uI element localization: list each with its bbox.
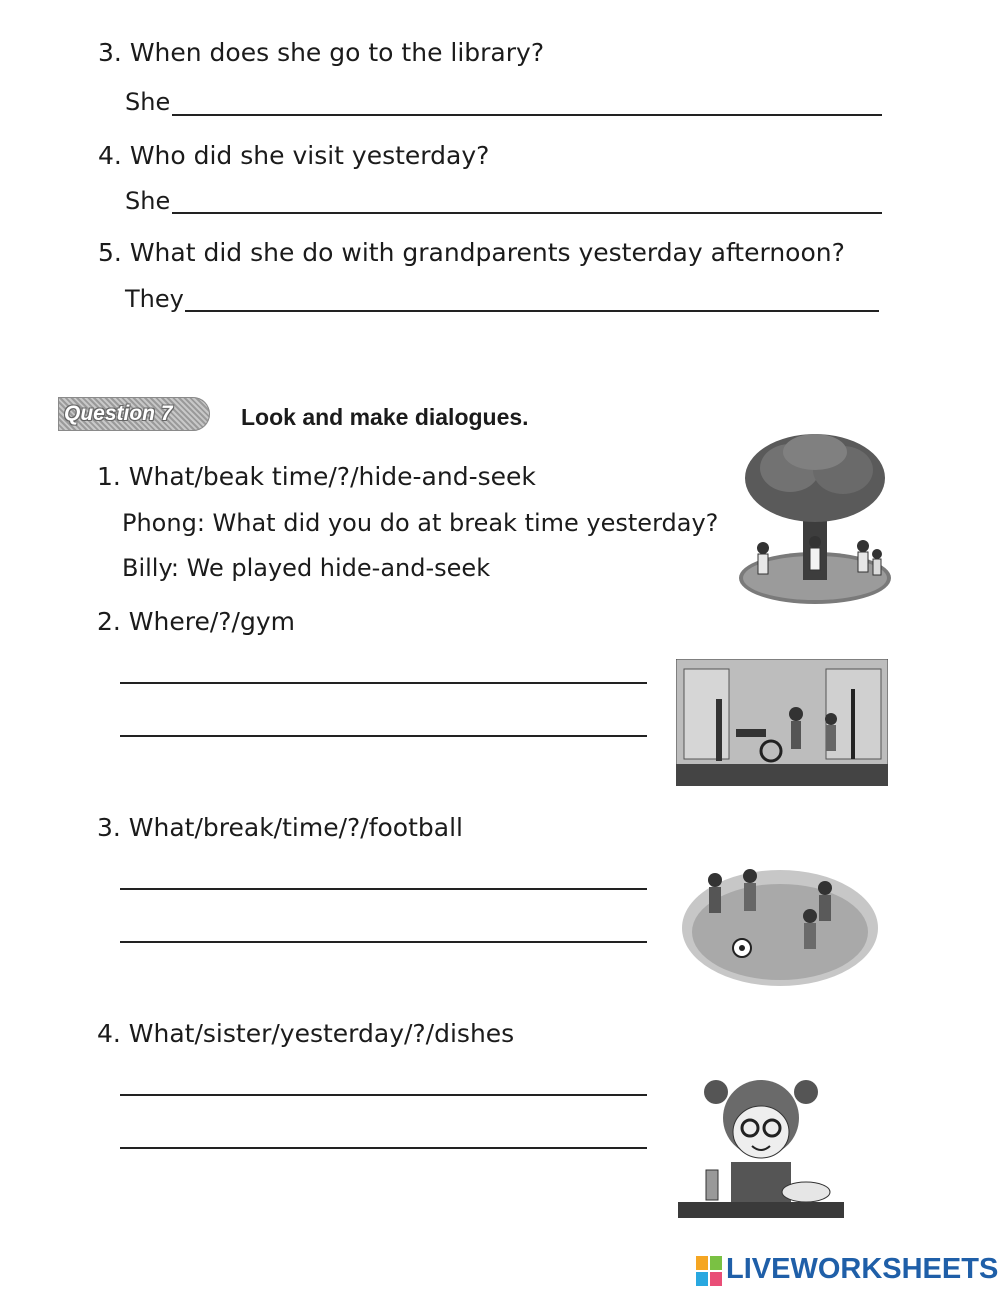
dialogue-3-line-1[interactable] xyxy=(120,866,647,890)
answer-prefix: She xyxy=(125,187,171,215)
tree-and-children-illustration xyxy=(735,430,895,610)
dialogue-prompt-2: 2. Where/?/gym xyxy=(97,607,295,636)
answer-prefix: They xyxy=(125,285,184,313)
liveworksheets-logo-icon xyxy=(696,1256,724,1288)
question-4 xyxy=(98,143,489,168)
dialogue-4-line-2[interactable] xyxy=(120,1125,647,1149)
question-number: 3. xyxy=(98,38,122,67)
dialogue-3-line-2[interactable] xyxy=(120,919,647,943)
question-text: When does she go to the library? xyxy=(129,38,545,67)
answer-input-q5[interactable] xyxy=(185,288,879,312)
girl-washing-dishes-illustration xyxy=(676,1070,846,1230)
question-number: 4. xyxy=(98,141,122,170)
dialogue-prompt-4: 4. What/sister/yesterday/?/dishes xyxy=(97,1019,515,1048)
section-title: Look and make dialogues. xyxy=(241,404,529,430)
dialogue-2-line-1[interactable] xyxy=(120,660,647,684)
example-question: Phong: What did you do at break time yesterday? xyxy=(122,509,719,537)
dialogue-prompt-3: 3. What/break/time/?/football xyxy=(97,813,463,842)
dialogue-2-line-2[interactable] xyxy=(120,713,647,737)
question-text: Who did she visit yesterday? xyxy=(129,141,490,170)
question-number: 5. xyxy=(98,238,122,267)
question-badge: Question 7 xyxy=(58,397,210,431)
answer-input-q3[interactable] xyxy=(172,92,882,116)
question-3 xyxy=(98,40,544,65)
answer-prefix: She xyxy=(125,88,171,116)
question-5 xyxy=(98,240,845,265)
gym-illustration xyxy=(676,659,888,786)
dialogue-prompt-1: 1. What/beak time/?/hide-and-seek xyxy=(97,462,536,491)
football-players-illustration xyxy=(680,858,880,990)
dialogue-4-line-1[interactable] xyxy=(120,1072,647,1096)
example-answer: Billy: We played hide-and-seek xyxy=(122,554,491,582)
answer-input-q4[interactable] xyxy=(172,190,882,214)
brand-name: LIVEWORKSHEETS xyxy=(726,1253,999,1285)
question-text: What did she do with grandparents yesterday afternoon? xyxy=(129,238,845,267)
